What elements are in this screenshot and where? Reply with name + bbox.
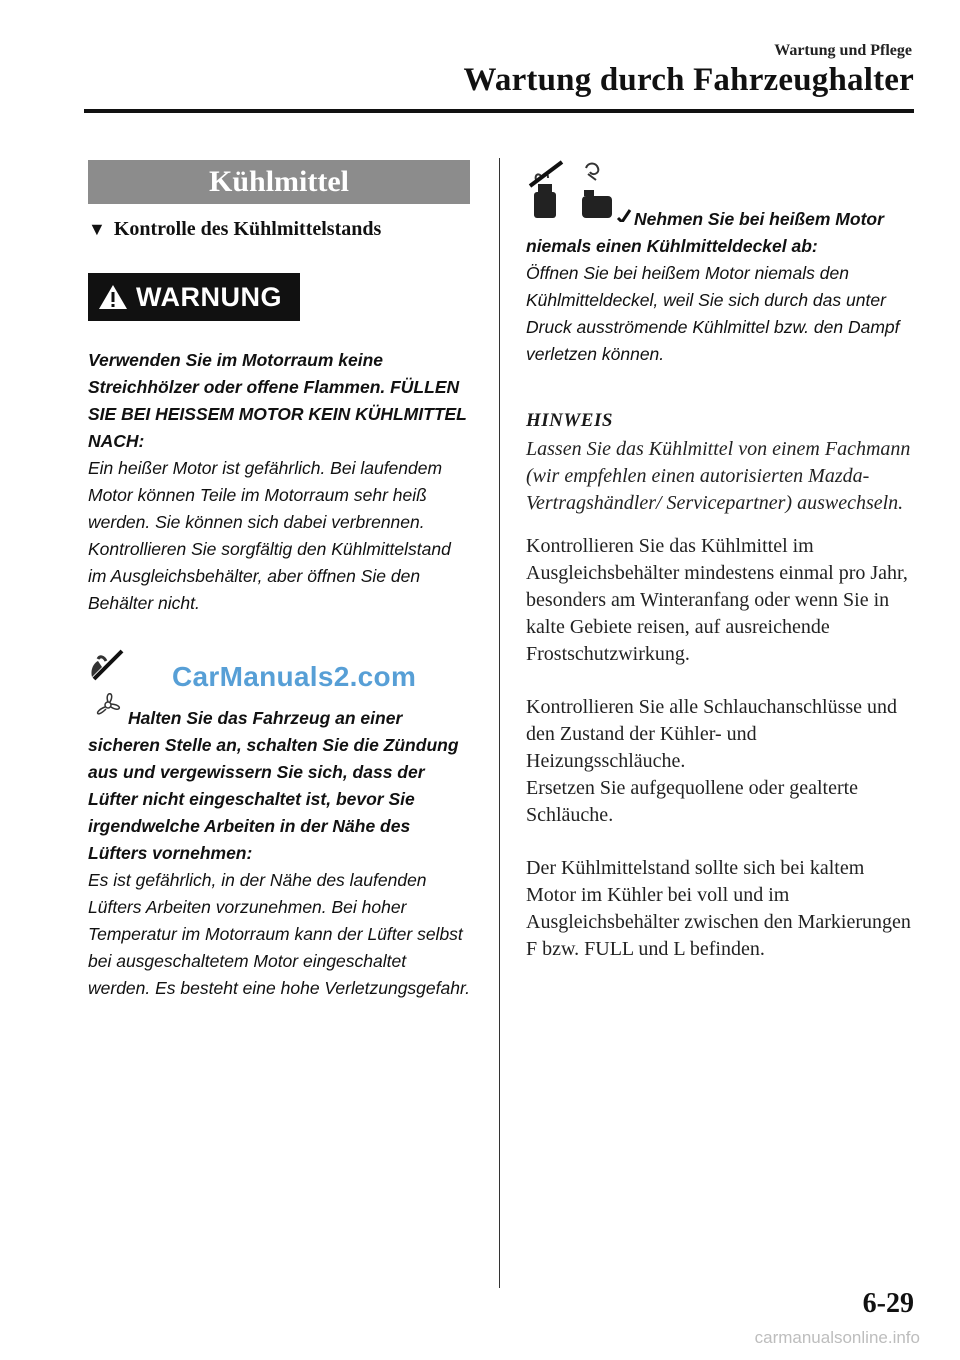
warning-icon: [98, 283, 128, 311]
cap-bold-text: Nehmen Sie bei heißem Motor niemals einen Kühlmitteldeckel ab:: [526, 209, 884, 256]
cap-body-text: Öffnen Sie bei heißem Motor niemals den Kühlmitteldeckel, weil Sie sich durch das unter Druck ausströmende Kühlmittel bzw. den Dampf verletzen können.: [526, 263, 900, 364]
no-open-cap-icon: [526, 160, 566, 222]
warning-bold-text: Verwenden Sie im Motorraum keine Streichhölzer oder offene Flammen. FÜLLEN SIE BEI HEISSEM MOTOR KEIN KÜHLMITTEL NACH:: [88, 350, 467, 451]
triangle-marker-icon: ▼: [88, 219, 106, 239]
watermark-logo: CarManuals2.com: [172, 661, 417, 692]
warning-label: WARNUNG: [136, 281, 282, 312]
site-watermark: carmanualsonline.info: [754, 1328, 920, 1347]
right-column: [526, 160, 916, 963]
fan-body-text: Es ist gefährlich, in der Nähe des laufenden Lüfters Arbeiten vorzunehmen. Bei hoher Temperatur im Motorraum kann der Lüfter selbst bei ausgeschaltetem Motor eingeschaltet werden. Es besteht eine hohe Verletzungsgefahr.: [88, 870, 471, 998]
cap-icons: [526, 160, 916, 226]
left-column: [88, 160, 472, 1002]
subheading: [88, 218, 472, 241]
paragraph-3: Der Kühlmittelstand sollte sich bei kaltem Motor im Kühler bei voll und im Ausgleichsbehälter zwischen den Markierungen F bzw. FULL und L befinden.: [526, 857, 911, 960]
paragraph-2b: Ersetzen Sie aufgequollene oder gealterte Schläuche.: [526, 777, 859, 826]
fan-warning-block: [88, 647, 472, 1002]
section-banner: Kühlmittel: [88, 160, 470, 204]
page-number: 6-29: [862, 1288, 914, 1319]
fan-bold-text: Halten Sie das Fahrzeug an einer sicheren Stelle an, schalten Sie die Zündung aus und vergewissern Sie sich, dass der Lüfter nicht eingeschaltet ist, bevor Sie irgendwelche Arbeiten in der Nähe des Lüfters vornehmen:: [88, 708, 459, 863]
hot-coolant-tank-icon: [574, 160, 634, 222]
paragraph-1: Kontrollieren Sie das Kühlmittel im Ausgleichsbehälter mindestens einmal pro Jahr, besonders am Winteranfang oder wenn Sie in kalte Gebiete reisen, auf ausreichende Frostschutzwirkung.: [526, 535, 908, 665]
section-title: Wartung durch Fahrzeughalter: [463, 62, 914, 98]
paragraph-2a: Kontrollieren Sie alle Schlauchanschlüsse und den Zustand der Kühler- und Heizungsschläuche.: [526, 696, 898, 772]
fan-icon: [88, 687, 128, 723]
note-body: Lassen Sie das Kühlmittel von einem Fachmann (wir empfehlen einen autorisierten Mazda-Vertragshändler/ Servicepartner) auswechseln.: [526, 438, 911, 514]
column-divider: [499, 158, 500, 1288]
note-heading: HINWEIS: [526, 410, 613, 431]
header-rule: [84, 109, 914, 113]
warning-body-text: Ein heißer Motor ist gefährlich. Bei laufendem Motor können Teile im Motorraum sehr heiß werden. Sie können sich dabei verbrennen. Kontrollieren Sie sorgfältig den Kühlmittelstand im Ausgleichsbehälter, aber öffnen Sie den Behälter nicht.: [88, 458, 451, 613]
chapter-title: Wartung und Pflege: [774, 42, 912, 59]
warning-box: [88, 273, 300, 321]
no-hand-icon: [88, 647, 128, 683]
subheading-text: Kontrolle des Kühlmittelstands: [113, 218, 382, 240]
